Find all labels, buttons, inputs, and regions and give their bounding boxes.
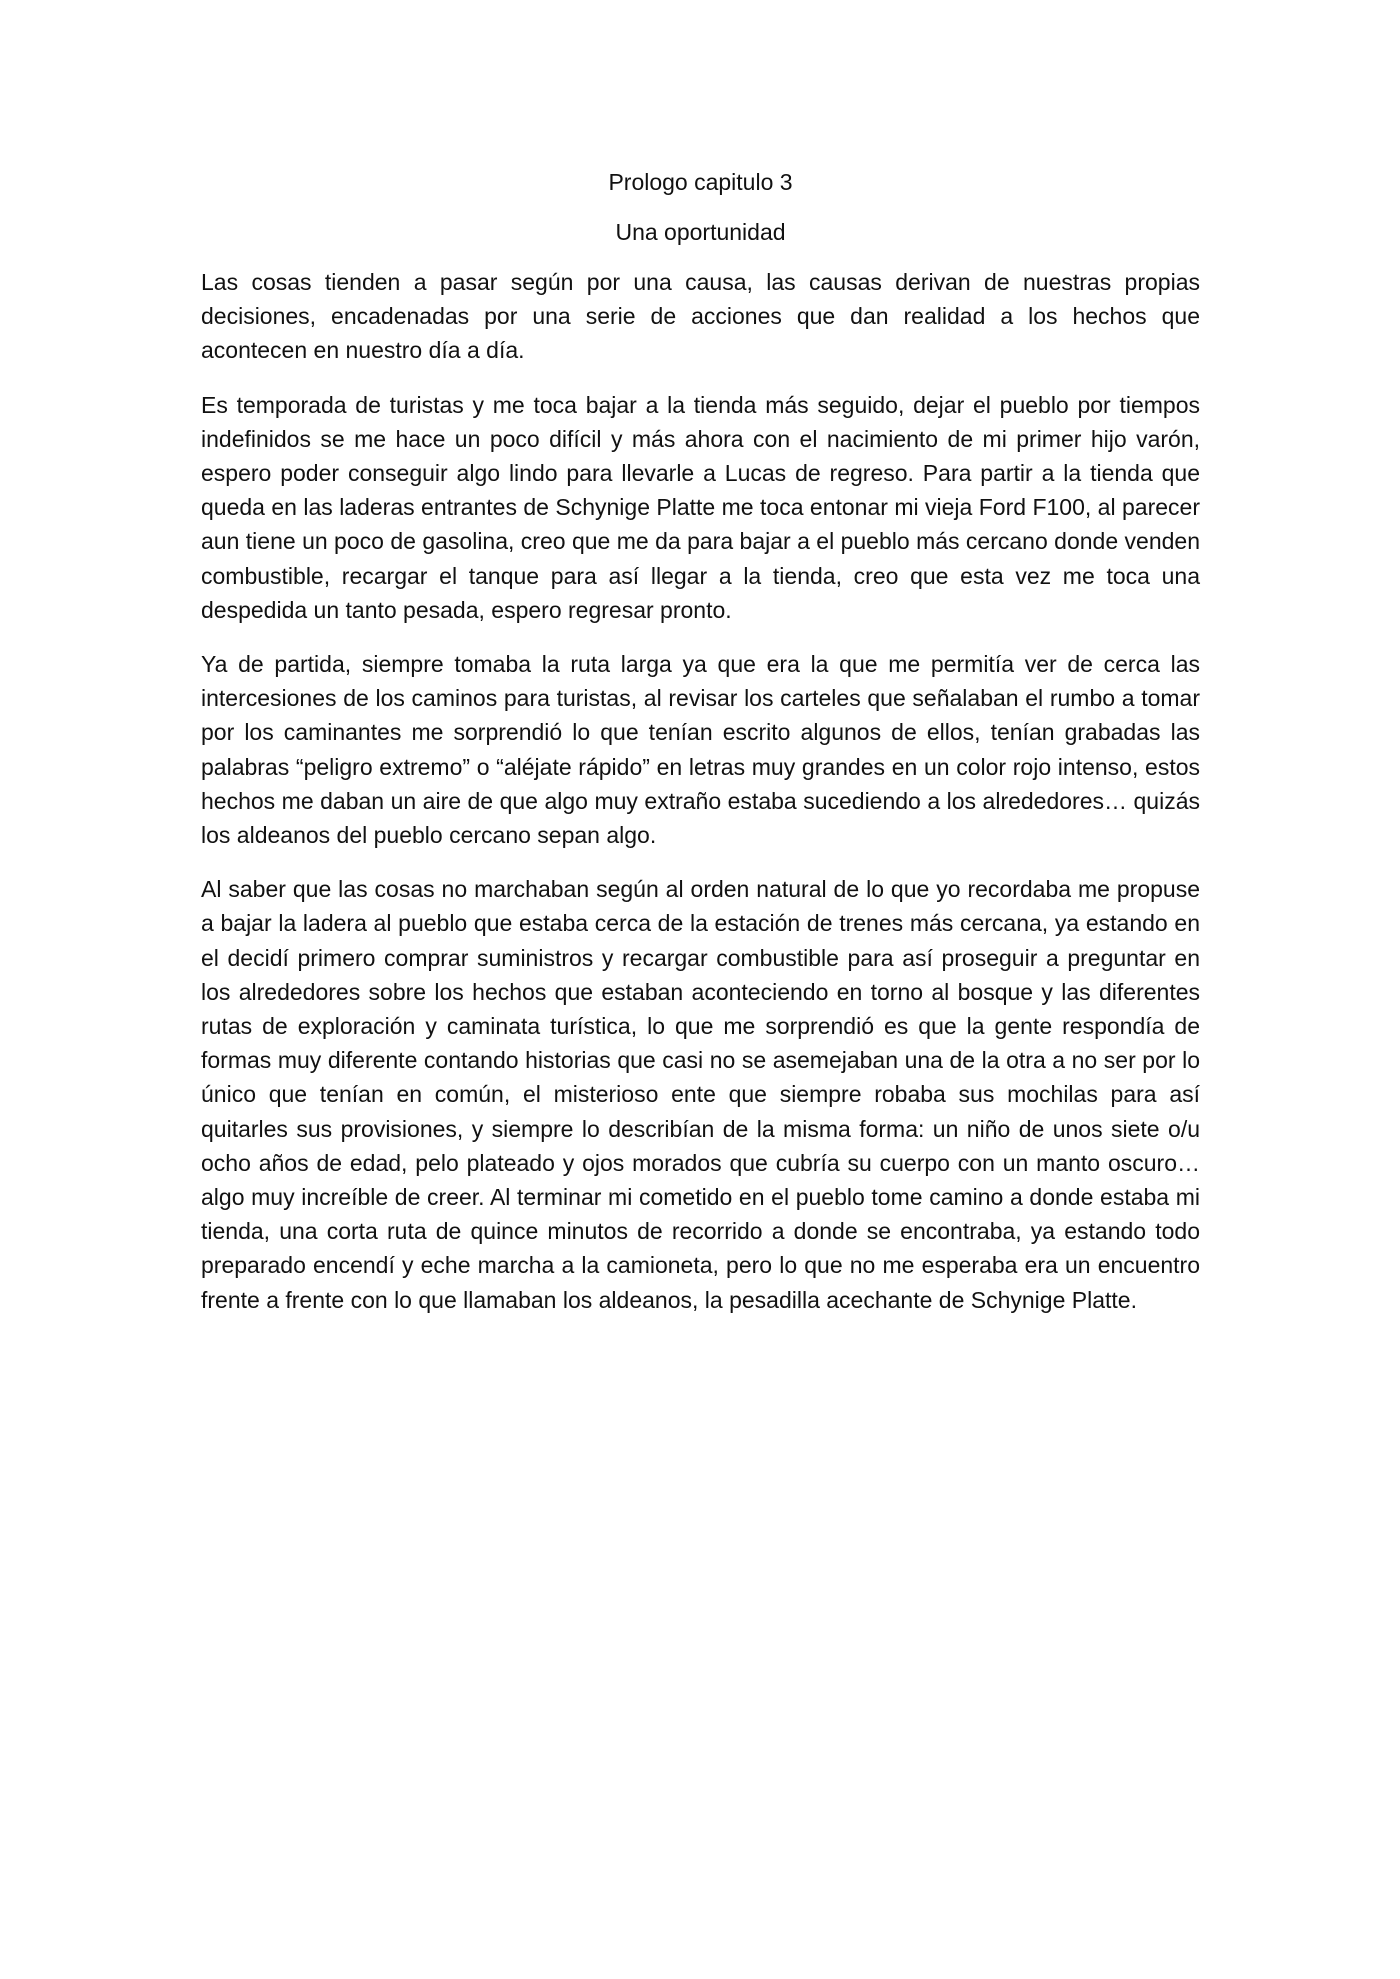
paragraph-4: Al saber que las cosas no marchaban según al orden natural de lo que yo recordaba me propuse a bajar la ladera al pueblo que estaba cerca de la estación de trenes más cercana, ya estando en el decidí primero comprar suministros y recargar combustible para así proseguir a preguntar en los alrededores sobre los hechos que estaban aconteciendo en torno al bosque y las diferentes rutas de exploración y caminata turística, lo que me sorprendió es que la gente respondía de formas muy diferente contando historias que casi no se asemejaban una de la otra a no ser por lo único que tenían en común, el misterioso ente que siempre robaba sus mochilas para así quitarles sus provisiones, y siempre lo describían de la misma forma: un niño de unos siete o/u ocho años de edad, pelo plateado y ojos morados que cubría su cuerpo con un manto oscuro… algo muy increíble de creer. Al terminar mi cometido en el pueblo tome camino a donde estaba mi tienda, una corta ruta de quince minutos de recorrido a donde se encontraba, ya estando todo preparado encendí y eche marcha a la camioneta, pero lo que no me esperaba era un encuentro frente a frente con lo que llamaban los aldeanos, la pesadilla acechante de Schynige Platte. — [201, 876, 1200, 1313]
chapter-subtitle: Una oportunidad — [615, 219, 786, 245]
paragraph-2: Es temporada de turistas y me toca bajar a la tienda más seguido, dejar el pueblo por tiempos indefinidos se me hace un poco difícil y más ahora con el nacimiento de mi primer hijo varón, espero poder conseguir algo lindo para llevarle a Lucas de regreso. Para partir a la tienda que queda en las laderas entrantes de Schynige Platte me toca entonar mi vieja Ford F100, al parecer aun tiene un poco de gasolina, creo que me da para bajar a el pueblo más cercano donde venden combustible, recargar el tanque para así llegar a la tienda, creo que esta vez me toca una despedida un tanto pesada, espero regresar pronto. — [201, 391, 1200, 623]
chapter-title: Prologo capitulo 3 — [608, 169, 793, 195]
paragraph-1: Las cosas tienden a pasar según por una causa, las causas derivan de nuestras propias decisiones, encadenadas por una serie de acciones que dan realidad a los hechos que acontecen en nuestro día a día. — [201, 269, 1200, 364]
document-body — [201, 165, 1200, 1337]
paragraph-3: Ya de partida, siempre tomaba la ruta larga ya que era la que me permitía ver de cerca las intercesiones de los caminos para turistas, al revisar los carteles que señalaban el rumbo a tomar por los caminantes me sorprendió lo que tenían escrito algunos de ellos, tenían grabadas las palabras “peligro extremo” o “aléjate rápido” en letras muy grandes en un color rojo intenso, estos hechos me daban un aire de que algo muy extraño estaba sucediendo a los alrededores… quizás los aldeanos del pueblo cercano sepan algo. — [201, 651, 1200, 849]
